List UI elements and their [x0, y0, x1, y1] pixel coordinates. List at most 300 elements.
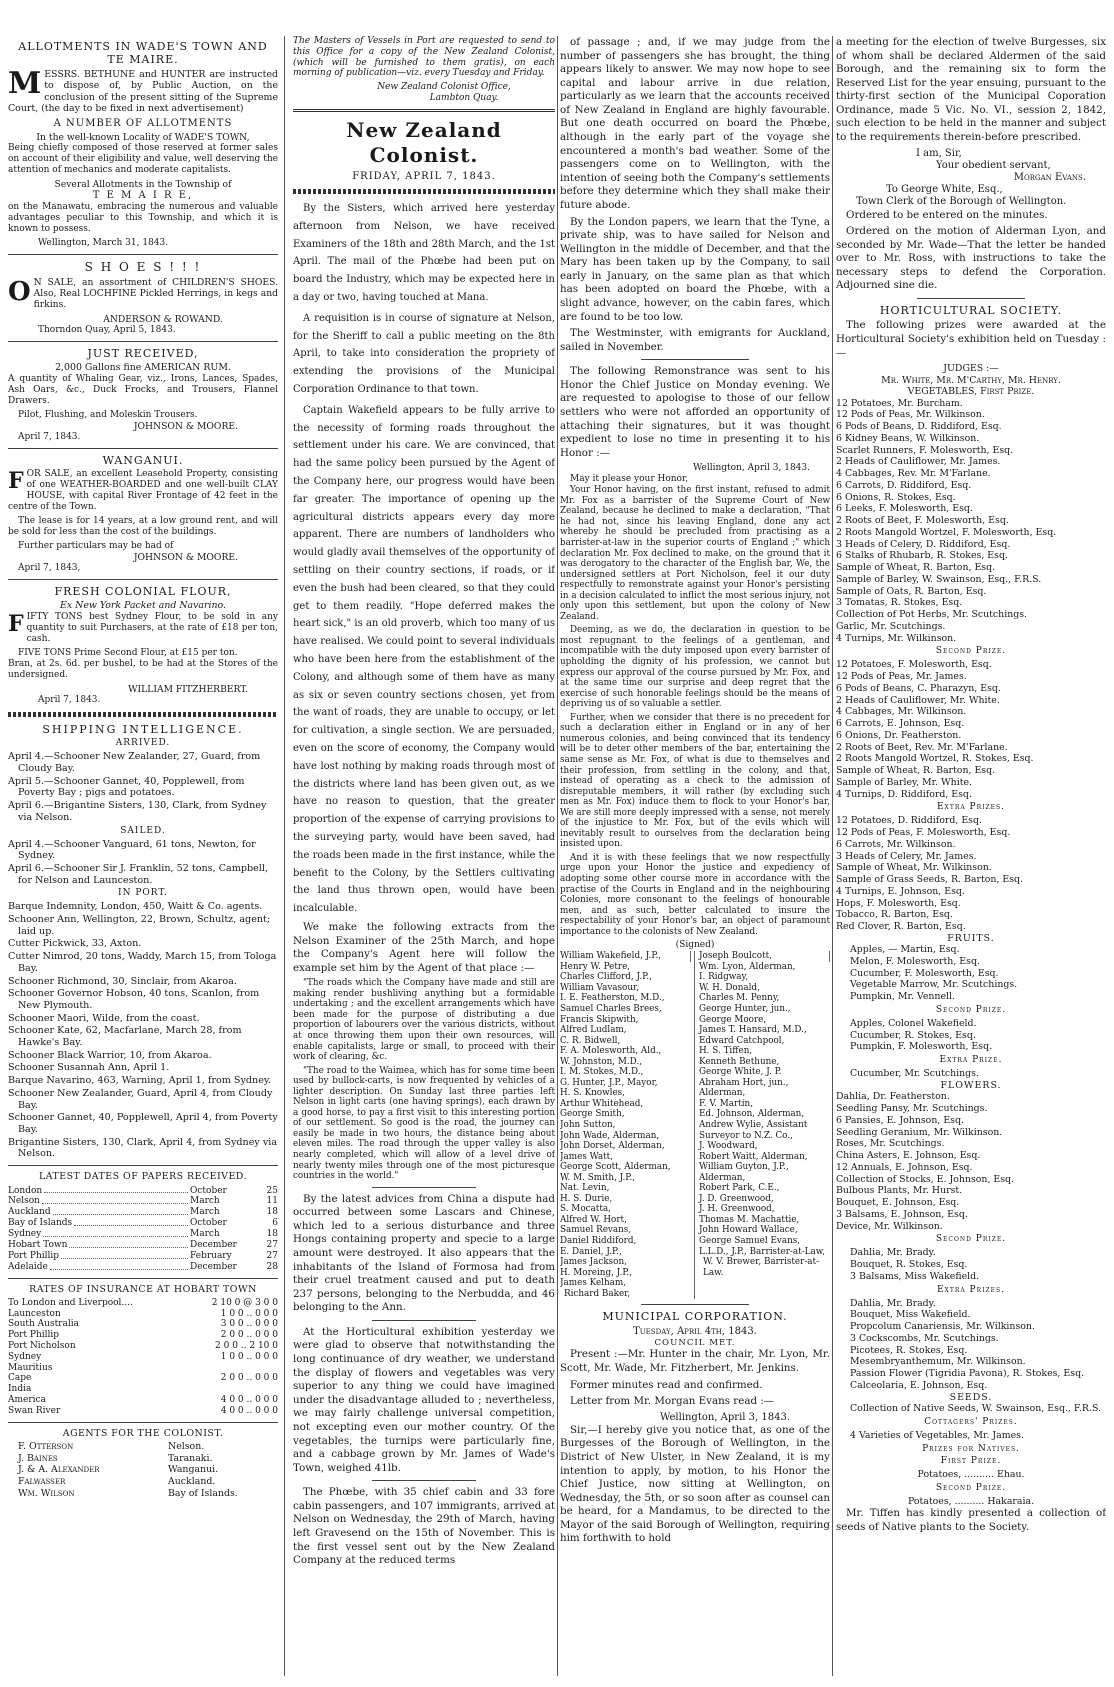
prize-item: Red Clover, R. Barton, Esq.	[836, 921, 966, 933]
vegetables-second-heading: Second Prize.	[935, 646, 1007, 657]
editorial-extracts: We make the following extracts from the Nelson Examiner of the 25th March, and hope the Company's Agent here will follow the example set him by the Agent of that place :—	[293, 920, 555, 974]
insurance-rate: 2 10 0 @ 3 0 0	[211, 1297, 278, 1308]
signatory: James Kelham,	[560, 1278, 627, 1289]
prize-item: Sample of Grass Seeds, R. Barton, Esq.	[836, 874, 1024, 886]
fruits-extra-heading: Extra Prize.	[939, 1055, 1003, 1066]
column-advertisements	[8, 36, 278, 1500]
insurance-row	[8, 1309, 278, 1320]
prize-item: 2 Roots of Beet, Rev. Mr. M'Farlane.	[836, 741, 1008, 753]
flowers-list	[836, 1091, 1106, 1232]
fruits-second-list	[836, 1018, 1106, 1053]
signatory: Ed. Johnson, Alderman,	[699, 1109, 805, 1120]
signatory: H. S. Tiffen,	[699, 1046, 753, 1057]
prize-item: Cucumber, Mr. Scutchings.	[850, 1068, 979, 1080]
flowers-extra-heading: Extra Prizes.	[936, 1284, 1006, 1295]
wanganui-further: Further particulars may be had of	[18, 540, 174, 551]
prize-item: Scarlet Runners, F. Molesworth, Esq.	[836, 444, 1014, 456]
signatory: W. H. Donald,	[699, 982, 760, 993]
signatory: J. H. Greenwood,	[699, 1204, 775, 1215]
papers-list	[8, 1186, 278, 1274]
papers-row	[8, 1196, 278, 1207]
prize-item: 6 Carrots, D. Riddiford, Esq.	[836, 479, 972, 491]
letter-continued: a meeting for the election of twelve Burgesses, six of whom shall be declared Aldermen of the said Borough, and the remaining six to form the Reserved List for the year ensuing, pursuant to the thirty-first section of the Municipal Coporation Ordinance, made 5 Vic. No. VI., session 2, 1842, such election to be held in the manner and subject to the requirements therein-before prescribed.	[836, 36, 1106, 144]
signatory: S. Mocatta,	[560, 1204, 611, 1215]
papers-row	[8, 1229, 278, 1240]
insurance-row	[8, 1319, 278, 1330]
papers-row	[8, 1186, 278, 1197]
westminster: The Westminster, with emigrants for Auckland, sailed in November.	[560, 327, 830, 353]
phoebe-continued: of passage ; and, if we may judge from the number of passengers she has brought, the thing appears likely to answer. We may now hope to see capital and labour arrive in due relation, particularly as we learn that the accounts received of New Zealand in England are highly favourable. But one death occurred on board the Phœbe, although in the early part of the voyage she encountered a month's bad weather. Some of the passengers come on to Wellington, with the intention of seeing both the Company's settlements before they determine which they shall make their future abode.	[560, 36, 830, 211]
leader-dots	[69, 1240, 188, 1248]
in-port-item: Cutter Nimrod, 20 tons, Waddy, March 15, from Tologa Bay.	[8, 951, 277, 974]
signatory: William Guyton, J.P., Alderman,	[699, 1162, 789, 1183]
signatory: I. E. Featherston, M.D.,	[560, 993, 665, 1004]
leader-dots	[42, 1196, 188, 1204]
prize-item: 6 Pods of Beans, C. Pharazyn, Esq.	[836, 682, 1001, 694]
newspaper-nameplate: New Zealand Colonist.	[346, 118, 502, 167]
agent-row	[8, 1488, 278, 1500]
prize-item: Seedling Geranium, Mr. Wilkinson.	[836, 1126, 1003, 1138]
prize-item: 6 Pods of Beans, D. Riddiford, Esq.	[836, 421, 1002, 433]
signatory: F. A. Molesworth, Ald.,	[560, 1046, 662, 1057]
papers-place: Auckland	[8, 1207, 51, 1218]
signatory: J. D. Greenwood,	[699, 1193, 774, 1204]
insurance-place: America	[8, 1394, 46, 1405]
signatory: Wm. Lyon, Alderman,	[699, 961, 796, 972]
prize-item: 3 Cockscombs, Mr. Scutchings.	[850, 1332, 999, 1344]
arrived-heading: ARRIVED.	[115, 738, 171, 749]
papers-day: 27	[266, 1240, 278, 1251]
agent-row	[8, 1476, 278, 1488]
flowers-second-heading: Second Prize.	[935, 1234, 1007, 1245]
prize-item: 6 Leeks, F. Molesworth, Esq.	[836, 503, 973, 515]
signatory: Robert Park, C.E.,	[699, 1183, 780, 1194]
prize-item: Cucumber, R. Stokes, Esq.	[850, 1029, 976, 1041]
column-rule	[284, 36, 285, 1676]
signatory: G. Hunter, J.P., Mayor,	[560, 1077, 658, 1088]
prize-item: 3 Heads of Celery, D. Riddiford, Esq.	[836, 538, 1011, 550]
signatory: William Vavasour,	[560, 982, 640, 993]
prize-item: 4 Turnips, Mr. Wilkinson.	[836, 632, 957, 644]
signatory: John Sutton,	[560, 1119, 616, 1130]
insurance-row	[8, 1373, 278, 1384]
sailed-item: April 4.—Schooner Vanguard, 61 tons, Newton, for Sydney.	[8, 838, 256, 862]
tiffen-note: Mr. Tiffen has kindly presented a collection of seeds of Native plants to the Society.	[836, 1507, 1106, 1533]
arrived-item: April 5.—Schooner Gannet, 40, Popplewell, from Poverty Bay ; pigs and potatoes.	[8, 775, 245, 799]
signatory: I. Ridgway,	[699, 972, 749, 983]
fruits-extra-list	[836, 1068, 1106, 1080]
insurance-place: Swan River	[8, 1405, 61, 1416]
agent-row	[8, 1453, 278, 1465]
papers-month: December	[190, 1262, 237, 1273]
prize-item: 6 Pansies, E. Johnson, Esq.	[836, 1114, 964, 1126]
signatory: Daniel Riddiford,	[560, 1235, 637, 1246]
signatory: Alfred Ludlam,	[560, 1025, 627, 1036]
papers-place: Port Phillip	[8, 1251, 60, 1262]
prize-item: 6 Onions, R. Stokes, Esq.	[836, 491, 956, 503]
fruits-second-heading: Second Prize.	[935, 1004, 1007, 1015]
allotments-several: Several Allotments in the Township of	[54, 179, 232, 190]
signatory: F. V. Martin,	[699, 1098, 754, 1109]
column-horticulture	[836, 36, 1106, 1538]
insurance-row	[8, 1384, 278, 1395]
signatory: Robert Waitt, Alderman,	[699, 1151, 808, 1162]
shoes-date: Thorndon Quay, April 5, 1843.	[38, 324, 176, 335]
prize-item: Apples, — Martin, Esq.	[850, 944, 960, 956]
letter-signature: Morgan Evans.	[1013, 172, 1086, 183]
sailed-item: April 6.—Schooner Sir J. Franklin, 52 tons, Campbell, for Nelson and Launceston.	[8, 862, 268, 886]
insurance-place: India	[8, 1384, 32, 1395]
signatory: William Wakefield, J.P.,	[560, 951, 691, 962]
prize-item: Device, Mr. Wilkinson.	[836, 1220, 943, 1232]
wanganui-heading: WANGANUI.	[102, 453, 184, 467]
insurance-row	[8, 1406, 278, 1417]
insurance-heading: RATES OF INSURANCE AT HOBART TOWN	[29, 1284, 257, 1296]
agent-place: Auckland.	[168, 1476, 216, 1488]
prize-item: 12 Potatoes, F. Molesworth, Esq.	[836, 659, 992, 671]
signatory: Abraham Hort, jun., Alderman,	[699, 1077, 789, 1099]
allotments-date: Wellington, March 31, 1843.	[38, 238, 169, 249]
prize-item: Garlic, Mr. Scutchings.	[836, 620, 946, 632]
vegetables-first-heading: VEGETABLES, First Prize.	[907, 386, 1035, 398]
vegetables-extra-heading: Extra Prizes.	[936, 802, 1006, 813]
signatory: John Dorset, Alderman,	[560, 1141, 665, 1152]
natives-heading: Prizes for Natives.	[922, 1443, 1020, 1454]
signatory: Charles Clifford, J.P.,	[560, 972, 652, 983]
papers-day: 25	[266, 1185, 278, 1196]
insurance-row	[8, 1352, 278, 1363]
prize-item: 6 Stalks of Rhubarb, R. Stokes, Esq.	[836, 550, 1008, 562]
signatory: Alfred W. Hort,	[560, 1214, 627, 1225]
agent-row	[8, 1441, 278, 1453]
fruits-heading: FRUITS.	[947, 932, 995, 944]
prize-item: Tobacco, R. Barton, Esq.	[836, 909, 953, 921]
papers-place: Bay of Islands	[8, 1218, 73, 1229]
prize-item: 12 Pods of Peas, F. Molesworth, Esq.	[836, 827, 1011, 839]
just-received-rum: 2,000 Gallons fine AMERICAN RUM.	[55, 362, 231, 374]
prize-item: Melon, F. Molesworth, Esq.	[850, 955, 980, 967]
just-received-signature: JOHNSON & MOORE.	[133, 420, 238, 432]
allotments-number: A NUMBER OF ALLOTMENTS	[53, 117, 233, 129]
prize-item: Passion Flower (Tigridia Pavona), R. Stokes, Esq.	[850, 1368, 1085, 1380]
signatory: Nat. Levin,	[560, 1183, 610, 1194]
natives-first-item: Potatoes, .......... Ehau.	[917, 1469, 1025, 1481]
signatory: Samuel Charles Brees,	[560, 1003, 662, 1014]
wanganui-signature: JOHNSON & MOORE.	[133, 551, 238, 563]
in-port-item: Schooner Maori, Wilde, from the coast.	[8, 1012, 200, 1024]
editorial-phoebe: The Phœbe, with 35 chief cabin and 33 fore cabin passengers, and 107 immigrants, arrived at Nelson on Wednesday, the 29th of March, having left Gravesend on the 15th of November. This is the first vessel sent out by the New Zealand Company at the reduced terms	[293, 1486, 555, 1567]
signatory: James Watt,	[560, 1151, 614, 1162]
prize-item: Picotees, R. Stokes, Esq.	[850, 1344, 968, 1356]
council-met: COUNCIL MET.	[654, 1337, 736, 1348]
signatories	[560, 951, 830, 1299]
vegetables-first-list	[836, 398, 1106, 645]
column-editorial	[293, 36, 555, 1571]
signatory: W. M. Smith, J.P.,	[560, 1172, 636, 1183]
signatory: E. Daniel, J.P.,	[560, 1246, 622, 1257]
signatory: James T. Hansard, M.D.,	[699, 1025, 807, 1036]
issue-date: FRIDAY, APRIL 7, 1843.	[352, 170, 496, 182]
prize-item: Bulbous Plants, Mr. Hurst.	[836, 1185, 963, 1197]
leader-dots	[61, 1251, 188, 1259]
natives-second-item: Potatoes, .......... Hakaraia.	[907, 1495, 1035, 1507]
prize-item: 4 Cabbages, Mr. Wilkinson.	[836, 706, 967, 718]
signatory: James Jackson,	[560, 1257, 627, 1268]
signatory: George Samuel Evans, L.L.D., J.P., Barrister-at-Law,	[699, 1235, 826, 1257]
council-letter: Letter from Mr. Morgan Evans read :—	[570, 1395, 775, 1408]
prize-item: Pumpkin, F. Molesworth, Esq.	[850, 1041, 993, 1053]
flour-heading: FRESH COLONIAL FLOUR,	[54, 585, 232, 599]
wanganui-body: FOR SALE, an excellent Leasehold Property, consisting of one WEATHER-BOARDED and one well-built CLAY HOUSE, with capital River Frontage of 42 feet in the centre of the Town.	[8, 468, 278, 512]
signatory: H. Moreing, J.P.,	[560, 1267, 633, 1278]
insurance-rate: 1 0 0 .. 0 0 0	[220, 1308, 278, 1319]
agent-place: Bay of Islands.	[168, 1487, 238, 1499]
wanganui-lease: The lease is for 14 years, at a low ground rent, and will be sold for less than the cost of the buildings.	[8, 515, 278, 537]
editorial-requisition: A requisition is in course of signature at Nelson, for the Sheriff to call a public meeting on the 8th April, to take into consideration the propriety of extending the provisions of the Municipal Corporation Ordinance to that town.	[293, 312, 555, 396]
prize-item: 3 Heads of Celery, Mr. James.	[836, 850, 977, 862]
notice-place: Lambton Quay.	[429, 93, 499, 104]
prize-item: 12 Pods of Peas, Mr. Wilkinson.	[836, 409, 985, 421]
flour-date: April 7, 1843.	[38, 694, 101, 705]
in-port-list	[8, 901, 278, 1160]
letter-to: To George White, Esq.,	[886, 184, 1003, 196]
prize-item: Seedling Pansy, Mr. Scutchings.	[836, 1103, 988, 1115]
order-motion: Ordered on the motion of Alderman Lyon, and seconded by Mr. Wade—That the letter be handed over to Mr. Ross, with instructions to take the necessary steps to defend the Corporation. Adjourned sine die.	[836, 225, 1106, 292]
prize-item: Calceolaria, E. Johnson, Esq.	[850, 1379, 988, 1391]
column-rule	[557, 36, 558, 1676]
signatory: George White, J. P.	[699, 1067, 782, 1078]
masters-notice: The Masters of Vessels in Port are requested to send to this Office for a copy of the New Zealand Colonist, (which will be furnished to them gratis), on each morning of publication—viz. every Tuesday and Friday.	[293, 36, 555, 79]
leader-dots	[43, 1229, 188, 1237]
remonstrance-p3: Further, when we consider that there is no precedent for such a declaration either in England or in any of her numerous colonies, and being convinced that its tendency will be to deter other members of the bar, entertaining the same sense as Mr. Fox, of what is due to themselves and their profession, from settling in the colony, and that, instead of operating as a check to the admission of disreputable members, it will rather (by excluding such men as Mr. Fox) induce them to flock to your Honor's bar, We are still more deeply impressed with a sense, not merely of the injustice to Mr. Fox, but of the evils which will inevitably result to ourselves from the declaration being insisted upon.	[560, 712, 830, 850]
insurance-rate: 2 0 0 .. 2 10 0	[215, 1340, 278, 1351]
natives-second-heading: Second Prize.	[935, 1482, 1007, 1493]
fruits-list	[836, 944, 1106, 1003]
cottagers-heading: Cottagers' Prizes.	[924, 1416, 1018, 1427]
decorative-rule	[8, 712, 278, 717]
signatory: John Howard Wallace,	[699, 1225, 798, 1236]
allotments-temaire: T E M A I R E,	[92, 190, 194, 202]
council-minutes: Former minutes read and confirmed.	[570, 1378, 763, 1391]
insurance-rate: 4 0 0 .. 0 0 0	[220, 1394, 278, 1405]
signatory: John Wade, Alderman,	[560, 1130, 660, 1141]
papers-day: 27	[266, 1251, 278, 1262]
signed-label: (Signed)	[675, 940, 715, 951]
prize-item: Collection of Native Seeds, W. Swainson, Esq., F.R.S.	[850, 1403, 1102, 1415]
prize-item: Sample of Barley, W. Swainson, Esq., F.R.S.	[836, 573, 1042, 585]
editorial-roads: Captain Wakefield appears to be fully arrive to the necessity of forming roads throughout the settlement under his care. We are convinced, that had the same policy been pursued by the Agent of the Company here, our progress would have been far greater. The importance of opening up the agricultural districts appears every day more apparent. There are numbers of landholders who would gladly avail themselves of the opportunity of settling on their country sections, if roads, or if even the bush had been cleared, so that they could get to them readily. "Hope deferred makes the heart sick," is an old proverb, which too many of us have realised. We could point to several individuals who have been here from the establishment of the Colony, and although some of them have as many as six or seven country sections chosen, yet from the want of roads, they are unable to occupy, or let for cultivation, a single section. We are persuaded, even on the score of economy, the Company would have lost nothing by making roads through most of the districts where land has been given out, as we have no reason to question, that the greater proportion of the expense of carrying provisions to the surveying party, would have been saved, had the roads been made in the first instance, while the benefit to the Colony, by the Settlers cultivating the land thus thrown open, would have been incalculable.	[293, 404, 555, 915]
signatory: Kenneth Bethune,	[699, 1056, 780, 1067]
prize-item: 12 Potatoes, Mr. Burcham.	[836, 397, 963, 409]
decorative-rule	[293, 189, 555, 194]
signatory: C. R. Bidwell,	[560, 1035, 621, 1046]
signatory: George Hunter, jun.,	[699, 1003, 791, 1014]
prize-item: Sample of Oats, R. Barton, Esq.	[836, 585, 987, 597]
prize-item: 6 Kidney Beans, W. Wilkinson.	[836, 432, 980, 444]
prize-item: 3 Balsams, Miss Wakefield.	[850, 1270, 980, 1282]
prize-item: Bouquet, R. Stokes, Esq.	[850, 1259, 968, 1271]
letter-sir: I am, Sir,	[916, 147, 962, 159]
papers-day: 11	[266, 1196, 278, 1207]
papers-row	[8, 1218, 278, 1229]
papers-month: March	[190, 1229, 220, 1240]
flowers-second-list	[836, 1247, 1106, 1282]
signatory: H. S. Durie,	[560, 1193, 613, 1204]
in-port-item: Barque Indemnity, London, 450, Waitt & Co. agents.	[8, 901, 263, 913]
insurance-place: Sydney	[8, 1351, 42, 1362]
arrived-item: April 4.—Schooner New Zealander, 27, Guard, from Cloudy Bay.	[8, 751, 261, 775]
vegetables-extra-list	[836, 815, 1106, 933]
allotments-heading: ALLOTMENTS IN WADE'S TOWN AND TE MAIRE.	[18, 40, 268, 67]
seeds-heading: SEEDS.	[949, 1391, 993, 1403]
insurance-place: Port Nicholson	[8, 1340, 76, 1351]
agent-name: Wm. Wilson	[18, 1487, 75, 1499]
in-port-item: Schooner New Zealander, Guard, April 4, from Cloudy Bay.	[8, 1087, 273, 1111]
column-rule	[832, 36, 833, 1676]
signatory: Edward Catchpool,	[699, 1035, 785, 1046]
insurance-row	[8, 1395, 278, 1406]
insurance-rate: 2 0 0 .. 0 0 0	[220, 1330, 278, 1341]
prize-item: 4 Turnips, E. Johnson, Esq.	[836, 885, 965, 897]
cottagers-list	[836, 1430, 1106, 1442]
agents-list	[8, 1441, 278, 1500]
prize-item: China Asters, E. Johnson, Esq.	[836, 1150, 981, 1162]
horticultural-intro: The following prizes were awarded at the Horticultural Society's exhibition held on Tuesday :—	[836, 319, 1106, 359]
prize-item: 3 Tomatas, R. Stokes, Esq.	[836, 597, 963, 609]
in-port-item: Barque Navarino, 463, Warning, April 1, from Sydney.	[8, 1075, 272, 1087]
wanganui-date: April 7, 1843,	[18, 563, 81, 574]
papers-day: 6	[272, 1218, 278, 1229]
signatory: George Scott, Alderman,	[560, 1162, 671, 1173]
signatory: Charles M. Penny,	[699, 993, 780, 1004]
prize-item: Bouquet, Miss Wakefield.	[850, 1309, 971, 1321]
in-port-item: Schooner Gannet, 40, Popplewell, April 4, from Poverty Bay.	[8, 1112, 278, 1135]
signatory: George Moore,	[699, 1014, 767, 1025]
papers-row	[8, 1207, 278, 1218]
editorial-sisters: By the Sisters, which arrived here yesterday afternoon from Nelson, we have received Examiners of the 18th and 28th March, and the 1st April. The mail of the Phœbe had been put on board the Industry, which may be expected here in a day or two, having touched at Mana.	[293, 203, 555, 304]
prize-item: Sample of Wheat, R. Barton, Esq.	[836, 562, 996, 574]
prize-item: Mesembryanthemum, Mr. Wilkinson.	[850, 1356, 1026, 1368]
judges-names: Mr. White, Mr. M'Carthy, Mr. Henry.	[881, 374, 1061, 386]
prize-item: Collection of Pot Herbs, Mr. Scutchings.	[836, 609, 1028, 621]
prize-item: Pumpkin, Mr. Vennell.	[850, 991, 955, 1003]
signatory: Richard Baker,	[564, 1288, 631, 1299]
just-received-pilot: Pilot, Flushing, and Moleskin Trousers.	[18, 409, 198, 420]
shoes-heading: S H O E S ! ! !	[84, 260, 202, 275]
prize-item: Hops, F. Molesworth, Esq.	[836, 897, 961, 909]
agents-heading: AGENTS FOR THE COLONIST.	[62, 1427, 224, 1439]
arrived-item: April 6.—Brigantine Sisters, 130, Clark, from Sydney via Nelson.	[8, 800, 267, 823]
prize-item: 6 Onions, Dr. Featherston.	[836, 729, 962, 741]
papers-month: October	[190, 1218, 227, 1229]
papers-day: 18	[266, 1207, 278, 1218]
papers-place: Sydney	[8, 1229, 42, 1240]
papers-place: London	[8, 1185, 43, 1196]
signatory: W. V. Brewer, Barrister-at-Law.	[703, 1257, 820, 1278]
in-port-item: Brigantine Sisters, 130, Clark, April 4, from Sydney via Nelson.	[8, 1136, 278, 1160]
papers-day: 18	[266, 1229, 278, 1240]
prize-item: Collection of Stocks, E. Johnson, Esq.	[836, 1173, 1015, 1185]
insurance-rate	[168, 1363, 278, 1374]
allotments-body: MESSRS. BETHUNE and HUNTER are instructed to dispose of, by Public Auction, on the conclusion of the present sitting of the Supreme Court, (the day to be fixed in next advertisement)	[8, 65, 278, 115]
papers-place: Hobart Town	[8, 1240, 68, 1251]
prize-item: 2 Roots Mangold Wortzel, F. Molesworth, Esq.	[836, 526, 1057, 538]
prize-item: Cucumber, F. Molesworth, Esq.	[850, 967, 999, 979]
quote-waimea: "The road to the Waimea, which has for some time been used by bullock-carts, is now frequented by vehicles of a lighter description. On Sunday last three parties left Nelson in light carts (one having springs), each drawn by a good horse, to pay a first visit to this interesting portion of our settlement. So good is the road, the journey can easily be made in two hours, the distance being about eleven miles. The road through the upper valley is also nearly completed, which will allow of a level drive of nearly twenty miles through one of the most picturesque countries in the world."	[293, 1065, 555, 1182]
insurance-place: Port Phillip	[8, 1330, 60, 1341]
insurance-rate: 1 0 0 .. 0 0 0	[220, 1351, 278, 1362]
prize-item: 2 Heads of Cauliflower, Mr. White.	[836, 694, 1000, 706]
column-remonstrance	[560, 36, 830, 1549]
prize-item: 12 Annuals, E. Johnson, Esq.	[836, 1161, 973, 1173]
shoes-signature: ANDERSON & ROWAND.	[103, 313, 223, 325]
municipal-date: Tuesday, April 4th, 1843.	[633, 1325, 757, 1337]
sailed-list	[8, 839, 278, 887]
flour-body: FIFTY TONS best Sydney Flour, to be sold in any quantity to suit Purchasers, at the rate of £18 per ton, cash.	[8, 610, 278, 644]
flour-ex: Ex New York Packet and Navarino.	[60, 600, 226, 612]
allotments-being: Being chiefly composed of those reserved at former sales on account of their eligibility and value, well deserving the attention of mechanics and moderate capitalists.	[8, 143, 278, 176]
remonstrance-p4: And it is with these feelings that we now respectfully urge upon your Honor the justice and expediency of adopting some other course more in accordance with the practise of the Courts in England and in the neighbouring Colonies, more consonant to the feelings of honourable men, and as such, better calculated to insure the respectability of your Honor's bar, an object of paramount importance to the colonists of New Zealand.	[560, 852, 830, 937]
prize-item: 4 Varieties of Vegetables, Mr. James.	[850, 1429, 1024, 1441]
in-port-item: Cutter Pickwick, 33, Axton.	[8, 938, 142, 950]
insurance-place: Mauritius	[8, 1362, 53, 1373]
arrived-list	[8, 751, 278, 823]
council-present: Present :—Mr. Hunter in the chair, Mr. Lyon, Mr. Scott, Mr. Wade, Mr. Fitzherbert, Mr. Jenkins.	[560, 1348, 830, 1374]
flowers-extra-list	[836, 1298, 1106, 1392]
insurance-rate: 4 0 0 .. 0 0 0	[220, 1405, 278, 1416]
prize-item: 12 Potatoes, D. Riddiford, Esq.	[836, 815, 982, 827]
prize-item: Roses, Mr. Scutchings.	[836, 1138, 945, 1150]
signatory: George Smith,	[560, 1109, 625, 1120]
remonstrance-p1: Your Honor having, on the first instant, refused to admit Mr. Fox as a barrister of the Supreme Court of New Zealand, because he declined to make a declaration, "That he had not, since his leaving England, done any act whereby he should be precluded from practising as a barrister-at-law in the superior courts of England ;" which declaration Mr. Fox declined to make, on the ground that it was derogatory to the character of the English bar, We, the undersigned settlers at Port Nicholson, feel it our duty respectfully to remonstrate against your Honor's persisting in a decision calculated to inflict the most serious injury, not only upon this settlement, but upon the colony of New Zealand.	[560, 485, 830, 622]
agent-row	[8, 1464, 278, 1476]
in-port-item: Schooner Richmond, 30, Sinclair, from Akaroa.	[8, 975, 237, 987]
notice-office: New Zealand Colonist Office,	[377, 82, 511, 93]
prize-item: 2 Roots Mangold Wortzel, R. Stokes, Esq.	[836, 753, 1034, 765]
prize-item: Sample of Wheat, Mr. Wilkinson.	[836, 862, 992, 874]
letter-body: Sir,—I hereby give you notice that, as one of the Burgesses of the Borough of Wellington, in the District of New Ulster, in New Zealand, it is my intention to apply, by motion, to his Honor the Chief Justice, now sitting at Wellington, on Wednesday, the 5th, or so soon after as counsel can be heard, for a Mandamus, to be directed to the Mayor of the said Borough of Wellington, requiring him forthwith to hold	[560, 1423, 830, 1545]
insurance-row	[8, 1363, 278, 1374]
papers-heading: LATEST DATES OF PAPERS RECEIVED.	[39, 1171, 247, 1183]
signatory: Arthur Whitehead,	[560, 1098, 644, 1109]
shipping-heading: SHIPPING INTELLIGENCE.	[42, 722, 244, 736]
in-port-item: Schooner Susannah Ann, April 1.	[8, 1062, 170, 1074]
sailed-heading: SAILED.	[120, 825, 166, 836]
agent-place: Nelson.	[168, 1440, 205, 1452]
natives-first-heading: First Prize.	[940, 1456, 1002, 1467]
prize-item: 2 Roots of Beet, F. Molesworth, Esq.	[836, 515, 1009, 527]
prize-item: 2 Heads of Cauliflower, Mr. James.	[836, 456, 1001, 468]
insurance-table	[8, 1298, 278, 1417]
vegetables-second-list	[836, 659, 1106, 800]
papers-month: December	[190, 1240, 237, 1251]
in-port-item: Schooner Ann, Wellington, 22, Brown, Schultz, agent; laid up.	[8, 913, 271, 937]
editorial-horticultural: At the Horticultural exhibition yesterday we were glad to observe that notwithstanding the long continuance of dry weather, we understand the display of flowers and vegetables was very superior to any thing we could have imagined under the disadvantage alluded to ; nevertheless, we may fairly challenge universal competition, not excepting even our mother country. Of the vegetables, the turnips were particularly fine, and a cabbage grown by Mr. James of Wade's Town, weighed 41lb.	[293, 1325, 555, 1474]
agent-place: Wanganui.	[168, 1464, 219, 1476]
signatory: J. Woodward,	[699, 1141, 758, 1152]
papers-place: Nelson	[8, 1196, 40, 1207]
agent-name: J. Baines	[18, 1452, 58, 1464]
insurance-place: Launceston	[8, 1308, 61, 1319]
prize-item: Bouquet, E. Johnson, Esq.	[836, 1197, 960, 1209]
prize-item: Dahlia, Mr. Brady.	[850, 1297, 936, 1309]
remonstrance-p2: Deeming, as we do, the declaration in question to be most repugnant to the feelings of a gentleman, and incompatible with the duty imposed upon every barrister of upholding the dignity of his profession, we cannot but express our approval of the course pursued by Mr. Fox, and at the same time our surprise and deep regret that the exercise of such honorable feelings should be the means of depriving us of so valuable a settler.	[560, 625, 830, 710]
in-port-heading: IN PORT.	[118, 888, 168, 899]
just-received-date: April 7, 1843.	[18, 431, 81, 442]
leader-dots	[50, 1262, 188, 1270]
flowers-heading: FLOWERS.	[940, 1079, 1002, 1091]
flour-signature: WILLIAM FITZHERBERT.	[128, 683, 248, 695]
